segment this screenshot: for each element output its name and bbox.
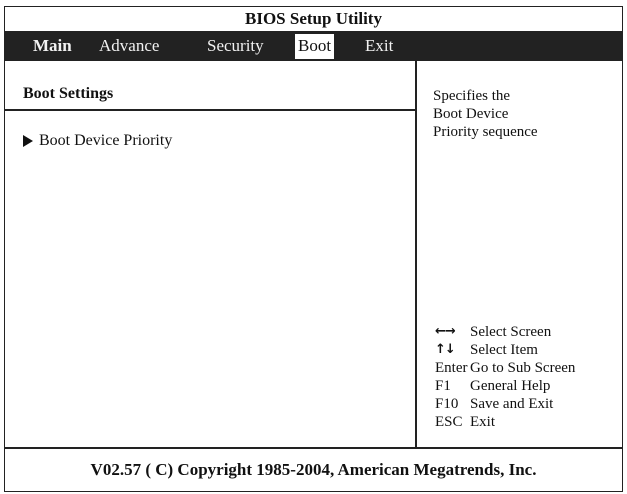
section-divider [5,109,415,111]
key-desc: Select Screen [470,324,552,340]
tab-advance[interactable]: Advance [99,36,160,55]
key-row [435,377,575,395]
help-description [433,87,613,141]
key-label: ESC [435,414,463,430]
section-title: Boot Settings [23,85,114,102]
tab-exit[interactable]: Exit [365,36,394,55]
tab-security[interactable]: Security [207,36,264,55]
help-line: Specifies the [433,88,511,104]
menu-item-label: Boot Device Priority [39,132,173,149]
help-pane [417,61,622,447]
key-legend [435,323,575,431]
key-row [435,395,575,413]
key-desc: General Help [470,378,551,394]
help-line: Priority sequence [433,124,538,140]
bios-window [4,6,623,492]
left-right-arrows-icon: ←→ [435,324,455,339]
menu-item-boot-device-priority[interactable] [23,132,172,150]
key-row [435,359,575,377]
key-label: F10 [435,396,459,412]
key-label: Enter [435,360,468,376]
up-down-arrows-icon: ↑↓ [435,342,455,357]
menu-bar [5,31,622,61]
key-row [435,413,575,431]
key-row [435,323,575,341]
key-desc: Save and Exit [470,396,554,412]
tab-main[interactable]: Main [33,36,72,55]
key-desc: Exit [470,414,495,430]
key-desc: Go to Sub Screen [470,360,576,376]
key-label: F1 [435,378,451,394]
submenu-arrow-icon [23,135,33,147]
copyright-footer: V02.57 ( C) Copyright 1985-2004, American Megatrends, Inc. [90,460,537,479]
window-title: BIOS Setup Utility [245,9,382,28]
help-line: Boot Device [433,106,509,122]
tab-boot[interactable]: Boot [295,34,334,59]
settings-pane [5,61,415,447]
key-desc: Select Item [470,342,538,358]
key-row [435,341,575,359]
